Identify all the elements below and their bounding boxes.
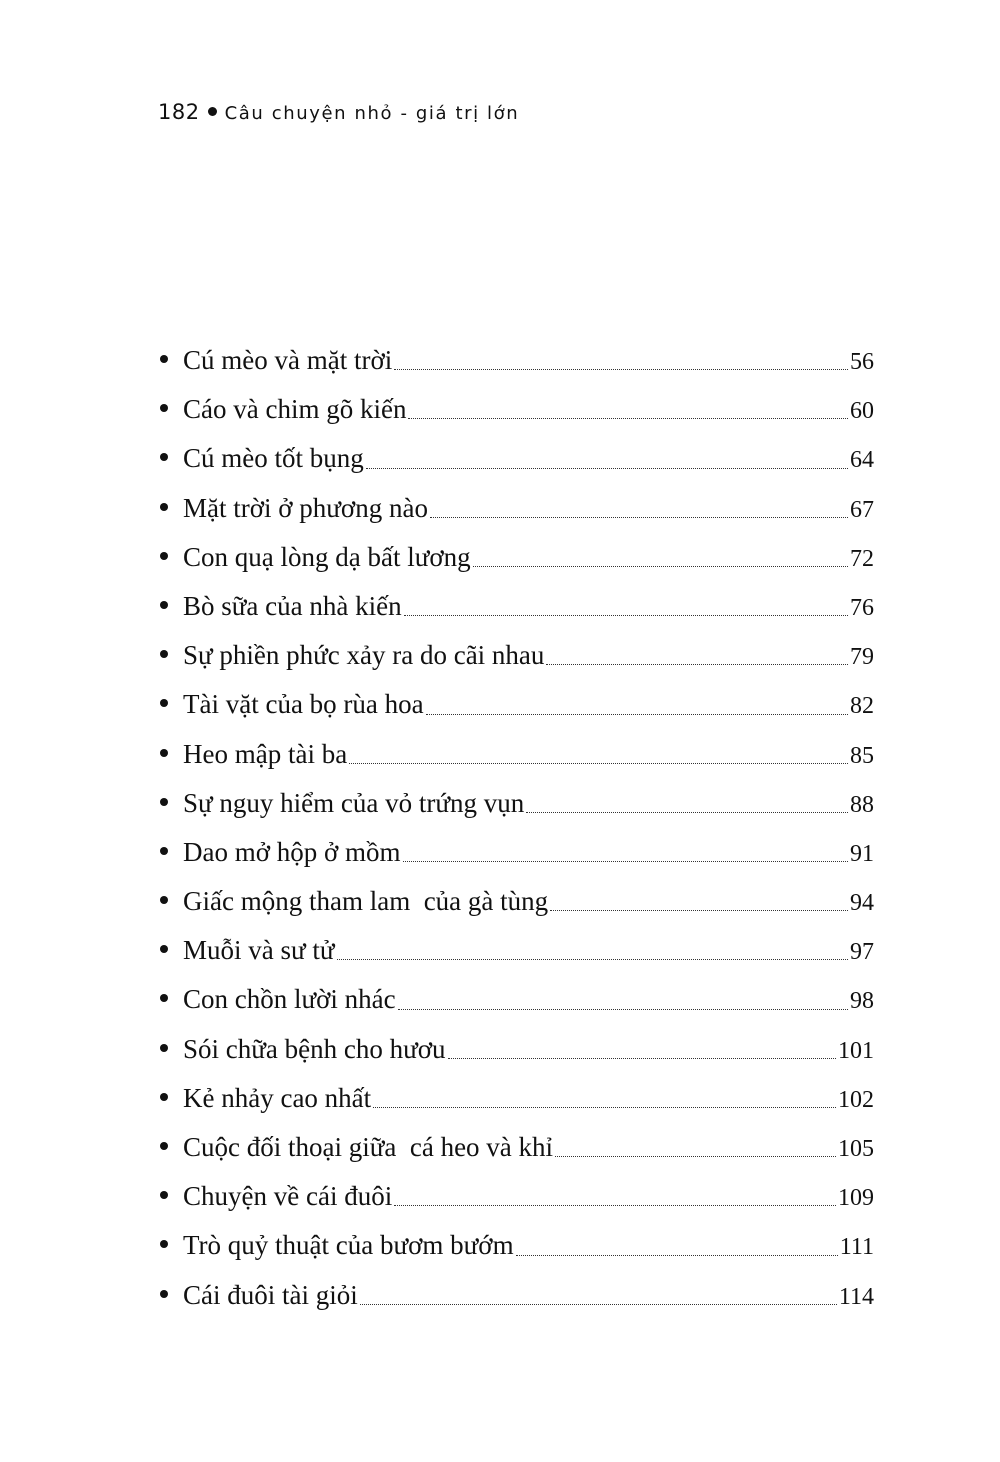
table-of-contents [160, 336, 874, 1320]
dot-leader [546, 663, 848, 665]
toc-entry [160, 1271, 874, 1320]
dot-leader [403, 860, 848, 862]
toc-entry-title: Sự phiền phức xảy ra do cãi nhau [183, 640, 545, 671]
toc-entry [160, 680, 874, 729]
toc-entry-title: Muỗi và sư tử [183, 935, 335, 966]
bullet-icon [160, 404, 168, 412]
toc-entry [160, 385, 874, 434]
dot-leader [448, 1057, 837, 1059]
bullet-icon [160, 945, 168, 953]
bullet-icon [160, 1093, 168, 1101]
dot-leader [526, 811, 848, 813]
dot-leader [398, 1008, 848, 1010]
toc-entry-page: 67 [850, 496, 874, 523]
toc-entry-page: 101 [838, 1037, 874, 1064]
toc-entry-title: Chuyện về cái đuôi [183, 1181, 393, 1212]
toc-entry [160, 828, 874, 877]
toc-entry [160, 779, 874, 828]
toc-entry [160, 877, 874, 926]
bullet-icon [160, 1240, 168, 1248]
toc-entry-page: 76 [850, 594, 874, 621]
book-title: Câu chuyện nhỏ - giá trị lớn [224, 103, 520, 124]
dot-leader [408, 417, 848, 419]
bullet-icon [160, 1290, 168, 1298]
toc-entry-page: 98 [850, 988, 874, 1015]
bullet-icon [160, 1142, 168, 1150]
toc-entry-page: 88 [850, 791, 874, 818]
bullet-icon [160, 1044, 168, 1052]
running-header [158, 100, 519, 136]
toc-entry [160, 336, 874, 385]
dot-leader [555, 1155, 836, 1157]
toc-entry-title: Con quạ lòng dạ bất lương [183, 541, 471, 572]
toc-entry-title: Bò sữa của nhà kiến [183, 590, 402, 621]
toc-entry [160, 1025, 874, 1074]
toc-entry-title: Con chồn lười nhác [183, 984, 396, 1015]
toc-entry [160, 484, 874, 533]
bullet-icon [160, 355, 168, 363]
toc-entry [160, 582, 874, 631]
dot-leader [404, 614, 848, 616]
toc-entry-page: 102 [838, 1086, 874, 1113]
bullet-icon [160, 699, 168, 707]
toc-entry [160, 1074, 874, 1123]
toc-entry-title: Dao mở hộp ở mồm [183, 836, 401, 867]
toc-entry-title: Mặt trời ở phương nào [183, 492, 428, 523]
bullet-icon [160, 552, 168, 560]
toc-entry-title: Cuộc đối thoại giữa cá heo và khỉ [183, 1132, 554, 1162]
toc-entry-title: Sự nguy hiểm của vỏ trứng vụn [183, 787, 525, 818]
toc-entry-page: 114 [838, 1283, 874, 1310]
toc-entry-title: Sói chữa bệnh cho hươu [183, 1033, 446, 1064]
toc-entry [160, 975, 874, 1024]
bullet-icon [160, 503, 168, 511]
toc-entry-page: 72 [850, 545, 874, 572]
toc-entry [160, 926, 874, 975]
dot-leader [360, 1303, 837, 1305]
toc-entry-page: 97 [850, 939, 874, 966]
page-number: 182 [158, 100, 200, 124]
toc-entry [160, 533, 874, 582]
toc-entry-title: Kẻ nhảy cao nhất [183, 1082, 372, 1113]
toc-entry-title: Cái đuôi tài giỏi [183, 1279, 358, 1310]
toc-entry [160, 1123, 874, 1172]
dot-leader [349, 762, 848, 764]
toc-entry-title: Giấc mộng tham lam của gà tùng [183, 886, 549, 917]
toc-entry-page: 60 [850, 398, 874, 425]
toc-entry-page: 82 [850, 693, 874, 720]
toc-entry-page: 111 [839, 1234, 874, 1261]
toc-entry-title: Trò quỷ thuật của bươm bướm [183, 1230, 514, 1261]
bullet-icon [160, 601, 168, 609]
toc-entry-page: 105 [838, 1136, 874, 1162]
toc-entry [160, 434, 874, 483]
dot-leader [430, 516, 848, 518]
dot-leader [516, 1254, 838, 1256]
bullet-icon [208, 107, 217, 116]
dot-leader [473, 565, 848, 567]
bullet-icon [160, 650, 168, 658]
toc-entry-page: 109 [838, 1185, 874, 1212]
dot-leader [394, 1204, 836, 1206]
toc-entry-page: 85 [850, 742, 874, 769]
toc-entry-title: Heo mập tài ba [183, 738, 348, 769]
bullet-icon [160, 847, 168, 855]
bullet-icon [160, 453, 168, 461]
toc-entry-title: Cú mèo tốt bụng [183, 443, 364, 474]
toc-entry-title: Cáo và chim gõ kiến [183, 394, 407, 425]
bullet-icon [160, 896, 168, 904]
dot-leader [337, 958, 848, 960]
toc-entry-page: 56 [850, 349, 874, 375]
toc-entry-page: 79 [850, 644, 874, 671]
dot-leader [426, 713, 848, 715]
toc-entry-title: Cú mèo và mặt trời [183, 345, 393, 375]
toc-entry-page: 64 [850, 447, 874, 474]
dot-leader [550, 909, 848, 911]
dot-leader [366, 467, 848, 469]
dot-leader [394, 368, 848, 370]
toc-entry [160, 730, 874, 779]
bullet-icon [160, 1191, 168, 1199]
toc-entry [160, 1172, 874, 1221]
toc-entry-page: 94 [850, 890, 874, 917]
bullet-icon [160, 994, 168, 1002]
toc-entry-page: 91 [850, 840, 874, 867]
bullet-icon [160, 749, 168, 757]
toc-entry [160, 631, 874, 680]
toc-entry-title: Tài vặt của bọ rùa hoa [183, 689, 424, 720]
toc-entry [160, 1221, 874, 1270]
bullet-icon [160, 798, 168, 806]
dot-leader [373, 1106, 836, 1108]
